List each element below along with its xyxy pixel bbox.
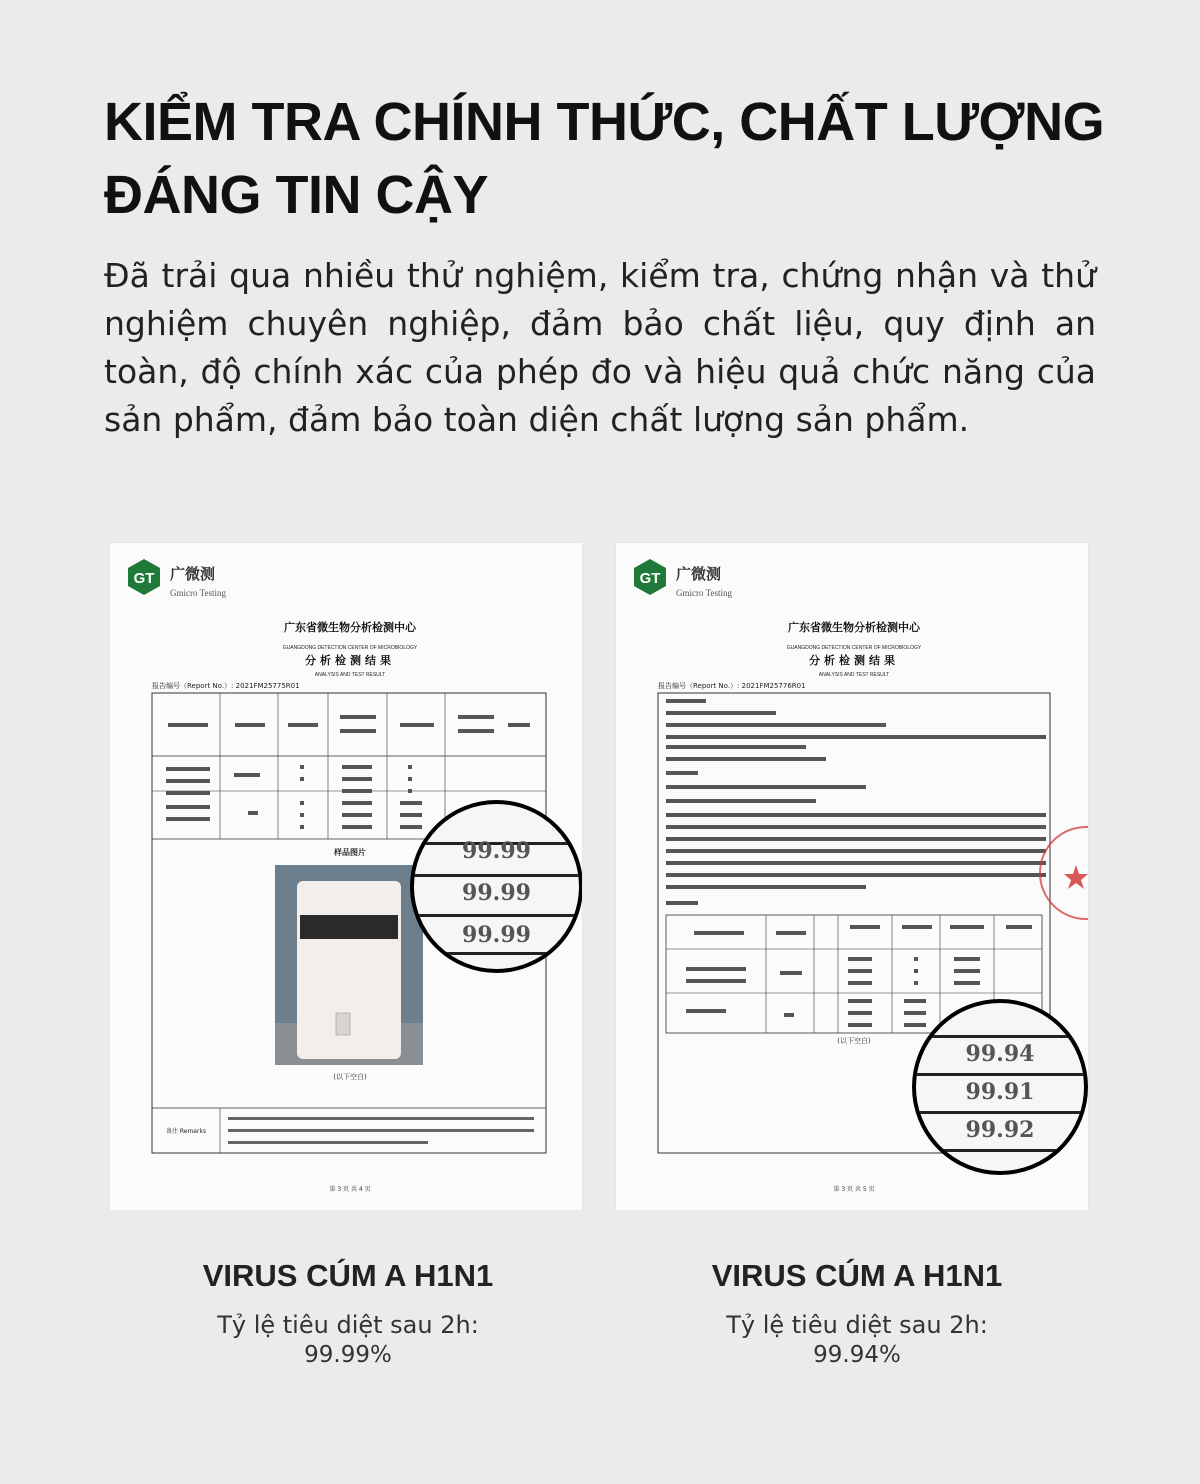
doc-title-en: ANALYSIS AND TEST RESULT <box>818 672 890 678</box>
center-title: 广东省微生物分析检测中心 <box>788 621 920 634</box>
page-number: 第 3 页 共 5 页 <box>833 1186 875 1193</box>
magnified-value: 99.99 <box>462 922 531 948</box>
magnified-value: 99.92 <box>965 1117 1035 1143</box>
red-stamp-icon <box>1040 827 1088 919</box>
magnifier-line <box>414 914 579 917</box>
svg-text:GT: GT <box>639 570 661 587</box>
report-number: 报告编号（Report No.）: 2021FM25776R01 <box>658 682 806 690</box>
caption-title: VIRUS CÚM A H1N1 <box>711 1258 1003 1293</box>
magnified-value: 99.99 <box>462 880 531 906</box>
magnifier-line <box>414 952 579 955</box>
caption-kill-rate-value: 99.94% <box>813 1342 901 1368</box>
doc-title: 分析检测结果 <box>809 654 899 667</box>
magnifier-line <box>916 1073 1084 1076</box>
page-description: Đã trải qua nhiều thử nghiệm, kiểm tra, chứng nhận và thử nghiệm chuyên nghiệp, đảm bảo chất liệu, quy định an toàn, độ chính xác của phép đo và hiệu quả chức năng của sản phẩm, đảm bảo toàn diện chất lượng sản phẩm. <box>104 256 1096 439</box>
air-purifier-photo <box>275 865 423 1065</box>
center-title: 广东省微生物分析检测中心 <box>284 621 416 634</box>
doc-title: 分析检测结果 <box>305 654 395 667</box>
logo-en-text: Gmicro Testing <box>676 588 732 598</box>
gmicro-logo-icon <box>634 559 666 595</box>
magnifier-circle-right <box>912 999 1088 1175</box>
center-title-en: GUANGDONG DETECTION CENTER OF MICROBIOLOGY <box>282 645 418 651</box>
caption-right <box>617 1258 1097 1370</box>
page-title: KIỂM TRA CHÍNH THỨC, CHẤT LƯỢNG ĐÁNG TIN CẬY <box>104 92 1105 225</box>
magnifier-line <box>916 1035 1084 1038</box>
magnified-value: 99.94 <box>965 1041 1035 1067</box>
caption-left <box>108 1258 588 1370</box>
blank-label: (以下空白) <box>333 1073 367 1081</box>
magnifier-circle-left <box>410 800 582 973</box>
doc-title-en: ANALYSIS AND TEST RESULT <box>314 672 386 678</box>
svg-text:GT: GT <box>133 570 155 587</box>
report-number: 报告编号（Report No.）: 2021FM25775R01 <box>152 682 300 690</box>
test-report-right <box>616 543 1088 1210</box>
gmicro-logo-icon <box>128 559 160 595</box>
magnifier-line <box>916 1111 1084 1114</box>
test-report-left <box>110 543 582 1210</box>
blank-label: (以下空白) <box>837 1037 871 1045</box>
logo-en-text: Gmicro Testing <box>170 588 226 598</box>
magnified-value: 99.91 <box>965 1079 1035 1105</box>
logo-cn-text: 广微测 <box>170 565 216 583</box>
page-number: 第 3 页 共 4 页 <box>329 1186 371 1193</box>
remarks-label: 备注 Remarks <box>165 1128 207 1135</box>
photo-label: 样品图片 <box>334 848 366 857</box>
center-title-en: GUANGDONG DETECTION CENTER OF MICROBIOLOGY <box>786 645 922 651</box>
caption-title: VIRUS CÚM A H1N1 <box>202 1258 494 1293</box>
magnified-value: 99.99 <box>462 838 531 864</box>
magnifier-line <box>414 874 579 877</box>
caption-kill-rate-label: Tỷ lệ tiêu diệt sau 2h: <box>726 1311 988 1339</box>
magnifier-line <box>916 1149 1084 1152</box>
logo-cn-text: 广微测 <box>676 565 722 583</box>
caption-kill-rate-value: 99.99% <box>304 1342 392 1368</box>
caption-kill-rate-label: Tỷ lệ tiêu diệt sau 2h: <box>217 1311 479 1339</box>
